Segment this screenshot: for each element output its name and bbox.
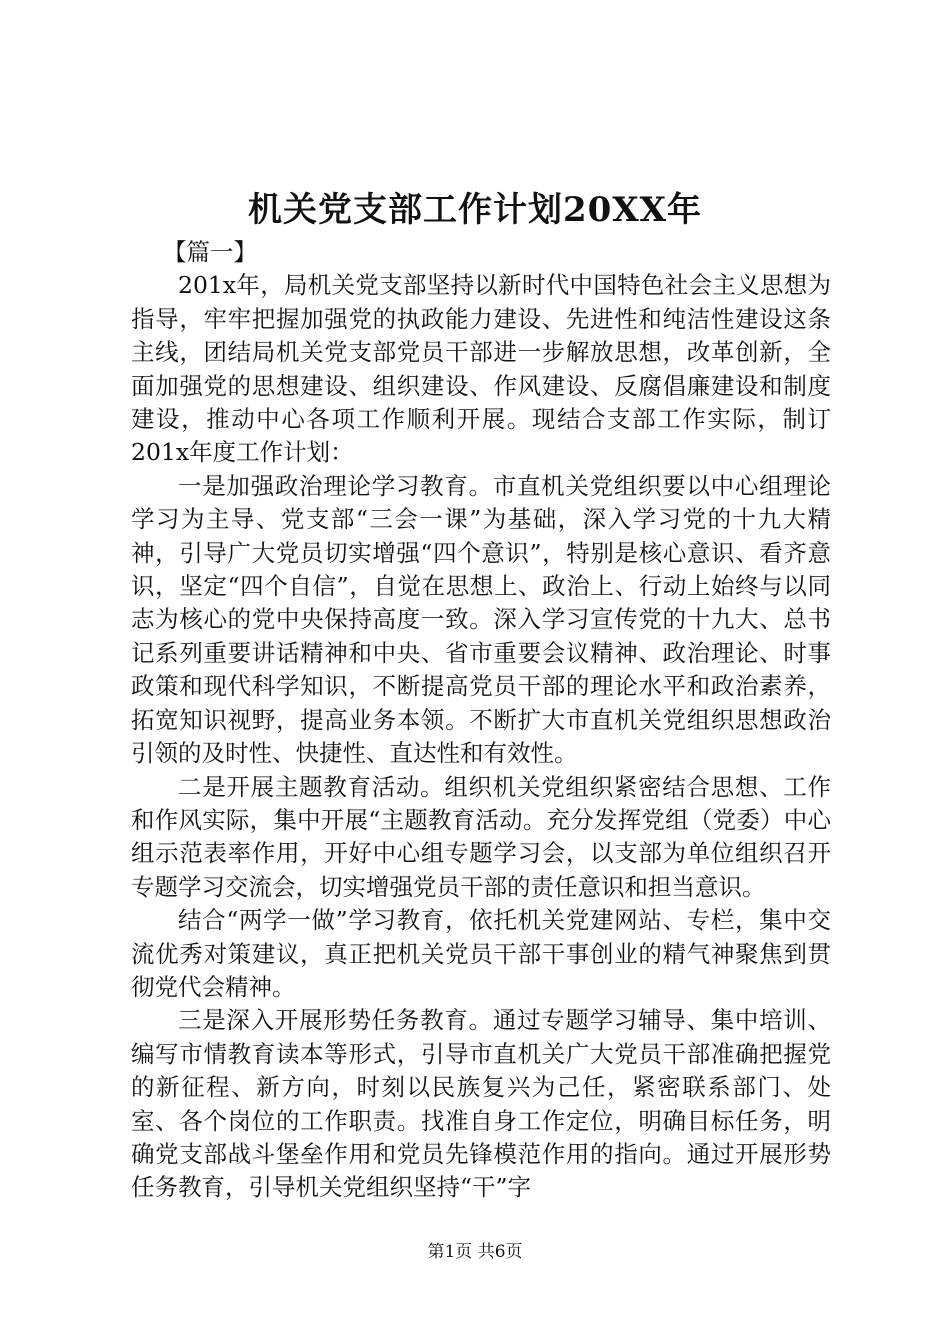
paragraph-intro: 201x年，局机关党支部坚持以新时代中国特色社会主义思想为指导，牢牢把握加强党的执政能力建设、先进性和纯洁性建设这条主线，团结局机关党支部党员干部进一步解放思想，改革创新，全面加强党的思想建设、组织建设、作风建设、反腐倡廉建设和制度建设，推动中心各项工作顺利开展。现结合支部工作实际，制订201x年度工作计划： (131, 271, 831, 467)
paragraph-point-two: 二是开展主题教育活动。组织机关党组织紧密结合思想、工作和作风实际，集中开展“主题教育活动。充分发挥党组（党委）中心组示范表率作用，开好中心组专题学习会，以支部为单位组织召开专题学习交流会，切实增强党员干部的责任意识和担当意识。 (131, 772, 831, 901)
document-body (131, 236, 831, 1205)
page-footer: 第1页 共6页 (427, 1242, 523, 1262)
paragraph-point-three: 三是深入开展形势任务教育。通过专题学习辅导、集中培训、编写市情教育读本等形式，引导市直机关广大党员干部准确把握党的新征程、新方向，时刻以民族复兴为己任，紧密联系部门、处室、各个岗位的工作职责。找准自身工作定位，明确目标任务，明确党支部战斗堡垒作用和党员先锋模范作用的指向。通过开展形势任务教育，引导机关党组织坚持“干”字 (131, 1006, 831, 1202)
document-title: 机关党支部工作计划20XX年 (247, 190, 703, 230)
paragraph-point-one: 一是加强政治理论学习教育。市直机关党组织要以中心组理论学习为主导、党支部“三会一课”为基础，深入学习党的十九大精神，引导广大党员切实增强“四个意识”，特别是核心意识、看齐意识，坚定“四个自信”，自觉在思想上、政治上、行动上始终与以同志为核心的党中央保持高度一致。深入学习宣传党的十九大、总书记系列重要讲话精神和中央、省市重要会议精神、政治理论、时事政策和现代科学知识，不断提高党员干部的理论水平和政治素养，拓宽知识视野，提高业务本领。不断扩大市直机关党组织思想政治引领的及时性、快捷性、直达性和有效性。 (131, 471, 831, 768)
paragraph-combination: 结合“两学一做”学习教育，依托机关党建网站、专栏，集中交流优秀对策建议，真正把机关党员干部干事创业的精气神聚焦到贯彻党代会精神。 (131, 906, 831, 1001)
section-label: 【篇一】 (163, 238, 257, 266)
